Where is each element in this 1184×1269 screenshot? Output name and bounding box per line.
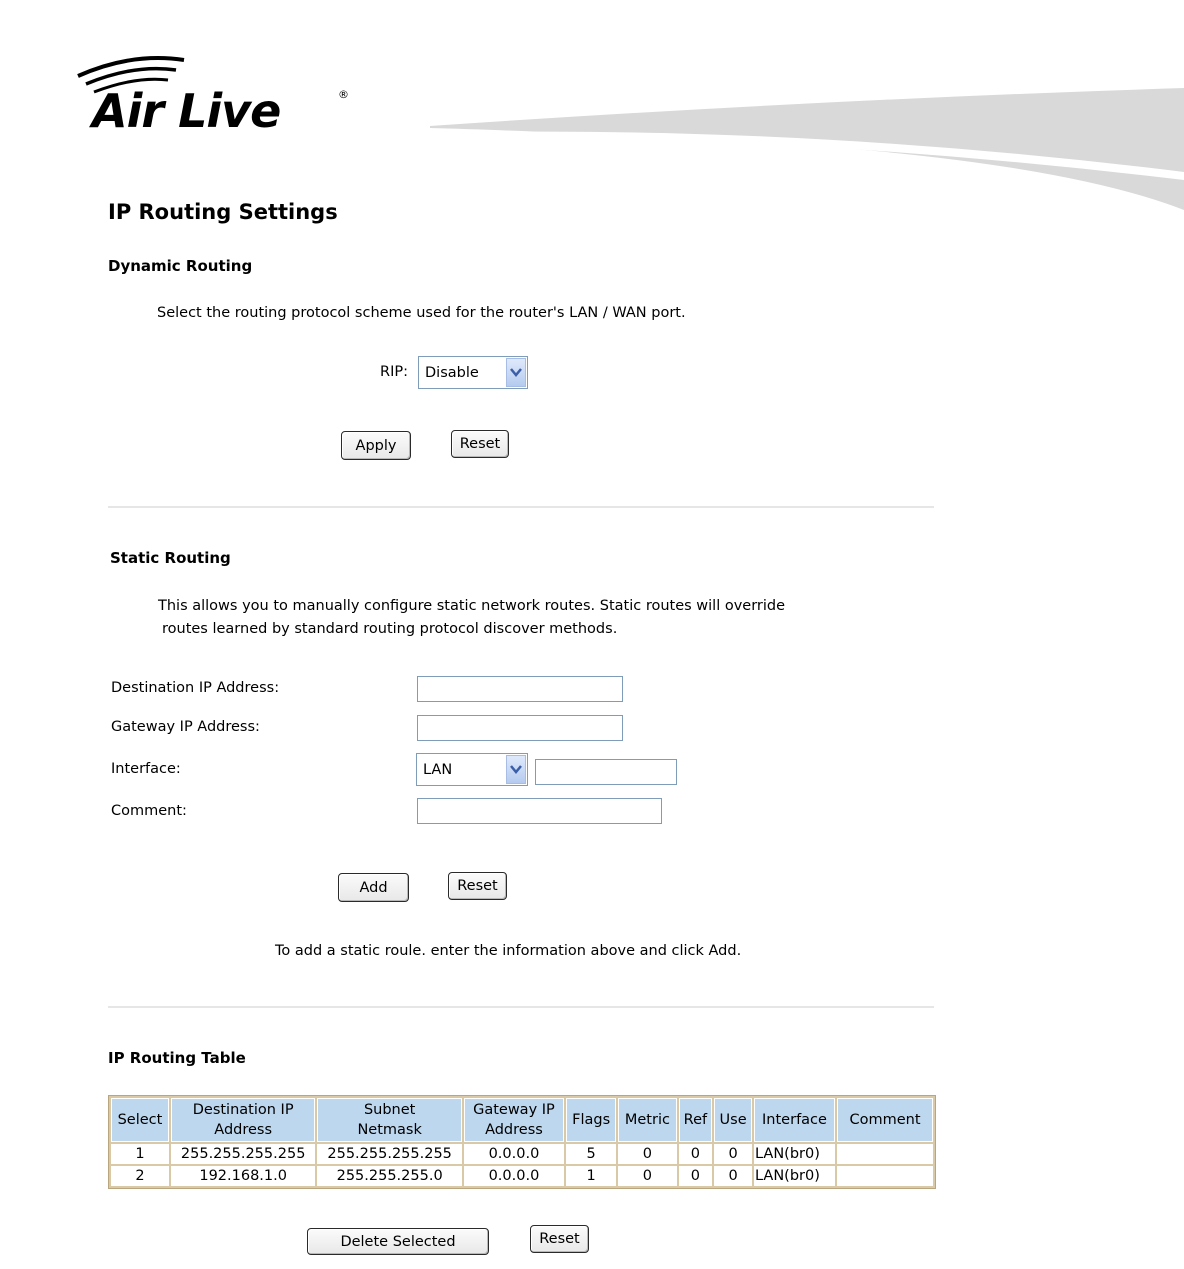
rip-label: RIP: (380, 364, 408, 380)
gateway-ip-input[interactable] (417, 715, 623, 741)
svg-text:®: ® (338, 88, 349, 101)
dynamic-reset-button[interactable]: Reset (451, 430, 509, 458)
cell-flags: 1 (566, 1166, 616, 1186)
dynamic-routing-description: Select the routing protocol scheme used for the router's LAN / WAN port. (157, 305, 686, 321)
cell-comment (837, 1144, 933, 1164)
rip-select[interactable] (418, 356, 528, 389)
cell-destination: 255.255.255.255 (171, 1144, 315, 1164)
cell-use: 0 (714, 1166, 752, 1186)
cell-metric: 0 (618, 1166, 676, 1186)
cell-select[interactable]: 2 (111, 1166, 169, 1186)
comment-label: Comment: (111, 803, 187, 819)
cell-interface: LAN(br0) (754, 1166, 835, 1186)
static-route-hint: To add a static roule. enter the information above and click Add. (275, 943, 742, 959)
destination-ip-input[interactable] (417, 676, 623, 702)
dynamic-routing-title: Dynamic Routing (108, 257, 253, 275)
column-header-comment: Comment (837, 1098, 933, 1142)
destination-ip-label: Destination IP Address: (111, 680, 280, 696)
section-divider (108, 506, 934, 508)
table-row[interactable] (111, 1166, 933, 1186)
column-header-gateway: Gateway IP Address (464, 1098, 564, 1142)
interface-select[interactable] (416, 753, 528, 786)
static-routing-title: Static Routing (110, 549, 231, 567)
chevron-down-icon[interactable] (506, 755, 526, 784)
apply-button[interactable]: Apply (341, 431, 411, 460)
interface-select-value: LAN (423, 761, 453, 778)
column-header-subnet: Subnet Netmask (317, 1098, 461, 1142)
logo-wordmark: Air Live (92, 84, 281, 138)
cell-gateway: 0.0.0.0 (464, 1166, 564, 1186)
airlive-logo (72, 52, 362, 142)
gateway-ip-label: Gateway IP Address: (111, 719, 260, 735)
cell-flags: 5 (566, 1144, 616, 1164)
cell-interface: LAN(br0) (754, 1144, 835, 1164)
add-button[interactable]: Add (338, 873, 409, 902)
cell-ref: 0 (679, 1144, 713, 1164)
interface-extra-input[interactable] (535, 759, 677, 785)
cell-comment (837, 1166, 933, 1186)
header-swoosh (430, 80, 1184, 230)
column-header-destination: Destination IP Address (171, 1098, 315, 1142)
cell-ref: 0 (679, 1166, 713, 1186)
interface-label: Interface: (111, 761, 181, 777)
static-reset-button[interactable]: Reset (448, 872, 507, 900)
table-row[interactable] (111, 1144, 933, 1164)
column-header-use: Use (714, 1098, 752, 1142)
delete-selected-button[interactable]: Delete Selected (307, 1228, 489, 1255)
cell-gateway: 0.0.0.0 (464, 1144, 564, 1164)
static-routing-description-line1: This allows you to manually configure static network routes. Static routes will override (158, 598, 786, 614)
page-title: IP Routing Settings (108, 200, 338, 224)
cell-subnet: 255.255.255.255 (317, 1144, 461, 1164)
cell-metric: 0 (618, 1144, 676, 1164)
table-header-row (111, 1098, 933, 1142)
rip-select-value: Disable (425, 364, 479, 381)
column-header-flags: Flags (566, 1098, 616, 1142)
cell-subnet: 255.255.255.0 (317, 1166, 461, 1186)
cell-use: 0 (714, 1144, 752, 1164)
cell-select[interactable]: 1 (111, 1144, 169, 1164)
table-reset-button[interactable]: Reset (530, 1225, 589, 1253)
column-header-select: Select (111, 1098, 169, 1142)
section-divider (108, 1006, 934, 1008)
comment-input[interactable] (417, 798, 662, 824)
routing-table-title: IP Routing Table (108, 1049, 246, 1067)
routing-table (108, 1095, 936, 1189)
chevron-down-icon[interactable] (506, 358, 526, 387)
column-header-ref: Ref (679, 1098, 713, 1142)
static-routing-description-line2: routes learned by standard routing protocol discover methods. (162, 621, 618, 637)
column-header-metric: Metric (618, 1098, 676, 1142)
cell-destination: 192.168.1.0 (171, 1166, 315, 1186)
column-header-interface: Interface (754, 1098, 835, 1142)
